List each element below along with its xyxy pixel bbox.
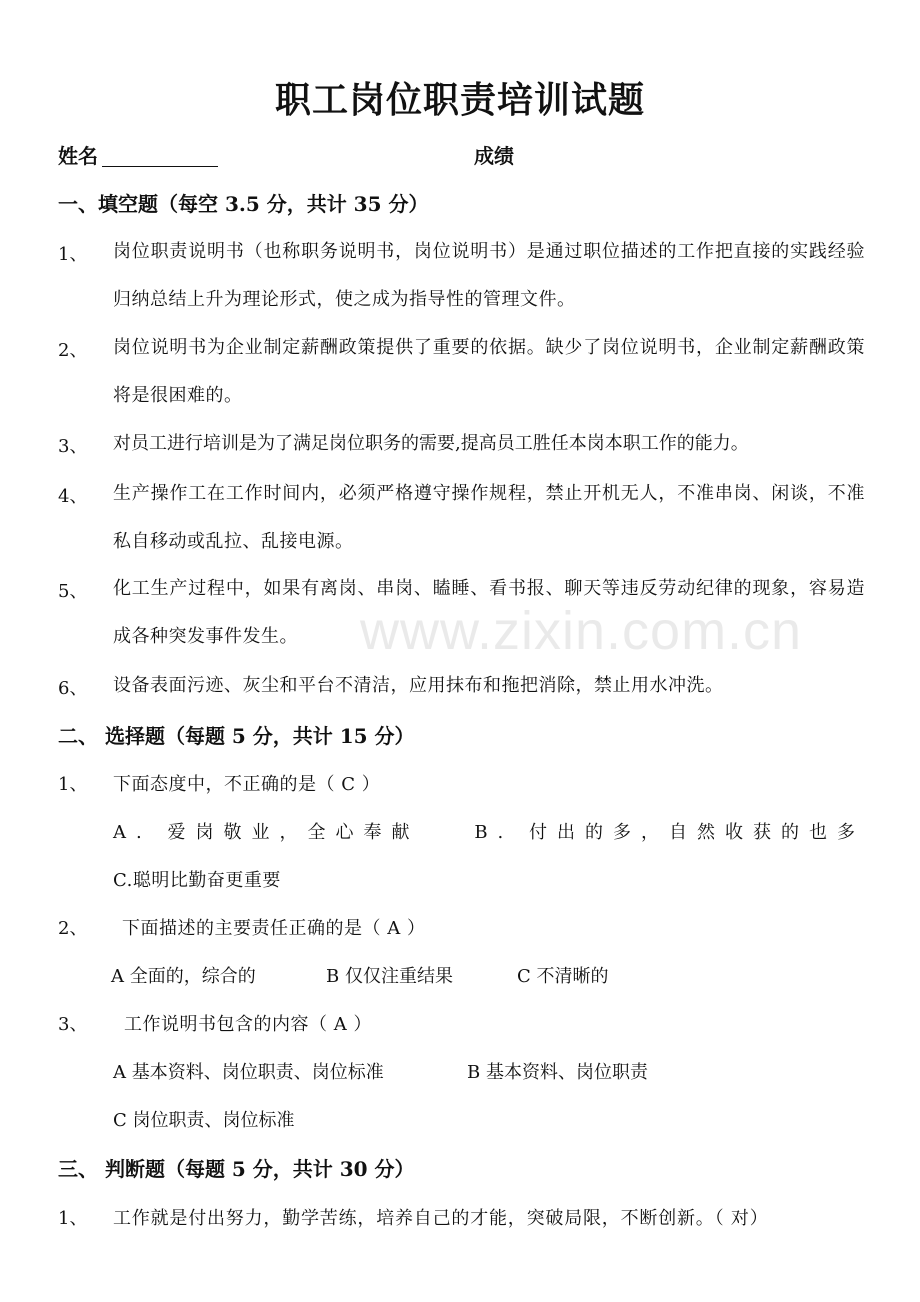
section-fill-blank-title: 一、填空题（每空 3.5 分，共计 35 分） <box>58 192 429 216</box>
choice-q3-option-c: C 岗位职责、岗位标准 <box>113 1110 295 1131</box>
choice-q3-option-b: B 基本资料、岗位职责 <box>467 1062 648 1083</box>
choice-q1-text: 下面态度中，不正确的是（ C ） <box>113 774 381 795</box>
section-judge-title: 三、 判断题（每题 5 分，共计 30 分） <box>58 1157 415 1181</box>
choice-q2-text: 下面描述的主要责任正确的是（ A ） <box>122 918 426 939</box>
choice-q3-text: 工作说明书包含的内容（ A ） <box>124 1014 372 1035</box>
choice-q2-option-a: A 全面的，综合的 <box>111 966 256 987</box>
fill-q5-number: 5、 <box>58 581 88 602</box>
watermark-text: www.zixin.com.cn <box>360 601 803 661</box>
choice-q1-options-row <box>113 818 865 844</box>
choice-q2-option-b: B 仅仅注重结果 <box>326 966 453 987</box>
fill-q6-text: 设备表面污迹、灰尘和平台不清洁，应用抹布和拖把消除，禁止用水冲洗。 <box>113 675 724 696</box>
judge-q1-text: 工作就是付出努力，勤学苦练，培养自己的才能，突破局限，不断创新。（ 对） <box>113 1208 769 1229</box>
section-choice-title: 二、 选择题（每题 5 分，共计 15 分） <box>58 724 415 748</box>
fill-q2-number: 2、 <box>58 340 88 361</box>
choice-q2-option-c: C 不清晰的 <box>517 966 609 987</box>
fill-q5-text: 化工生产过程中，如果有离岗、串岗、瞌睡、看书报、聊天等违反劳动纪律的现象，容易造成各种突发事件发生。 <box>113 578 865 647</box>
name-label: 姓名 <box>58 144 98 168</box>
choice-q1-option-c: C.聪明比勤奋更重要 <box>113 870 281 891</box>
fill-q1-text: 岗位职责说明书（也称职务说明书，岗位说明书）是通过职位描述的工作把直接的实践经验归纳总结上升为理论形式，使之成为指导性的管理文件。 <box>113 241 865 310</box>
choice-q3-number: 3、 <box>58 1014 88 1035</box>
choice-q2-number: 2、 <box>58 918 88 939</box>
judge-q1-number: 1、 <box>58 1208 88 1229</box>
choice-q1-option-b: B. 付出的多，自然收获的也多 <box>474 822 865 843</box>
fill-q3-number: 3、 <box>58 436 88 457</box>
score-label: 成绩 <box>474 144 514 168</box>
choice-q1-option-a: A. 爱岗敬业，全心奉献 <box>113 822 420 843</box>
fill-q3-text: 对员工进行培训是为了满足岗位职务的需要,提高员工胜任本岗本职工作的能力。 <box>113 433 749 454</box>
fill-q4-text: 生产操作工在工作时间内，必须严格遵守操作规程，禁止开机无人，不准串岗、闲谈，不准私自移动或乱拉、乱接电源。 <box>113 483 865 552</box>
fill-q1-number: 1、 <box>58 244 88 265</box>
choice-q1-number: 1、 <box>58 774 88 795</box>
name-score-row <box>58 140 878 174</box>
choice-q3-option-a: A 基本资料、岗位职责、岗位标准 <box>113 1062 384 1083</box>
page-title: 职工岗位职责培训试题 <box>274 79 645 121</box>
fill-q4-number: 4、 <box>58 486 88 507</box>
fill-q6-number: 6、 <box>58 678 88 699</box>
fill-q2-text: 岗位说明书为企业制定薪酬政策提供了重要的依据。缺少了岗位说明书，企业制定薪酬政策将是很困难的。 <box>113 337 865 406</box>
name-blank-line <box>102 166 218 167</box>
